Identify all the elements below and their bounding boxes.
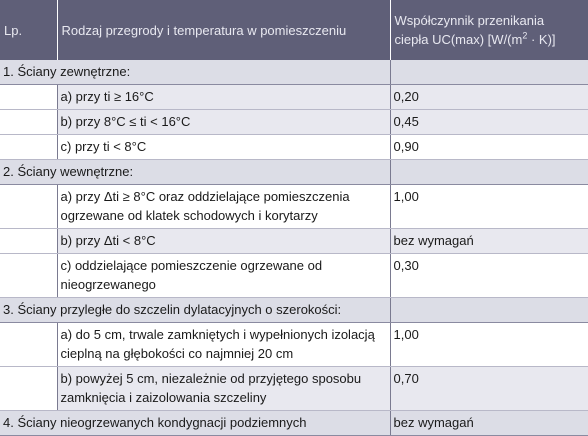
item-text: b) przy Δti < 8°C xyxy=(57,229,390,254)
item-text: c) przy ti < 8°C xyxy=(57,135,390,160)
header-wsp-sup: 2 xyxy=(522,30,528,41)
header-wsp-line1: Współczynnik przenikania xyxy=(394,13,545,28)
table-header-row xyxy=(0,0,588,60)
section-row xyxy=(0,160,588,185)
section-title: 4. Ściany nieogrzewanych kondygnacji podziemnych xyxy=(0,411,390,436)
section-value xyxy=(390,60,588,85)
header-wsp-line3: · K)] xyxy=(527,32,556,47)
item-value: 0,45 xyxy=(390,110,588,135)
item-value: 0,90 xyxy=(390,135,588,160)
item-text: c) oddzielające pomieszczenie ogrzewane od nieogrzewanego xyxy=(57,254,390,298)
item-value: 0,20 xyxy=(390,85,588,110)
lp-cell xyxy=(0,135,57,160)
section-title: 2. Ściany wewnętrzne: xyxy=(0,160,390,185)
section-row xyxy=(0,411,588,436)
table-row xyxy=(0,229,588,254)
lp-cell xyxy=(0,85,57,110)
item-text: a) do 5 cm, trwale zamkniętych i wypełnionych izolacją cieplną na głębokości co najmniej 20 cm xyxy=(57,323,390,367)
item-text: a) przy ti ≥ 16°C xyxy=(57,85,390,110)
section-row xyxy=(0,60,588,85)
header-rodzaj: Rodzaj przegrody i temperatura w pomieszczeniu xyxy=(57,0,390,60)
table-row xyxy=(0,85,588,110)
lp-cell xyxy=(0,229,57,254)
header-wspolczynnik xyxy=(390,0,588,60)
item-value: 0,30 xyxy=(390,254,588,298)
header-wsp-line2: ciepła UC(max) [W/(m xyxy=(394,32,523,47)
section-title: 3. Ściany przyległe do szczelin dylatacyjnych o szerokości: xyxy=(0,298,390,323)
lp-cell xyxy=(0,185,57,229)
item-text: a) przy Δti ≥ 8°C oraz oddzielające pomieszczenia ogrzewane od klatek schodowych i korytarzy xyxy=(57,185,390,229)
item-value: 1,00 xyxy=(390,185,588,229)
section-value: bez wymagań xyxy=(390,411,588,436)
item-text: b) przy 8°C ≤ ti < 16°C xyxy=(57,110,390,135)
table-row xyxy=(0,135,588,160)
header-lp: Lp. xyxy=(0,0,57,60)
section-row xyxy=(0,298,588,323)
lp-cell xyxy=(0,110,57,135)
table-row xyxy=(0,254,588,298)
table-row xyxy=(0,110,588,135)
lp-cell xyxy=(0,367,57,411)
item-value: bez wymagań xyxy=(390,229,588,254)
section-value xyxy=(390,160,588,185)
table-row xyxy=(0,323,588,367)
table-row xyxy=(0,185,588,229)
table-row xyxy=(0,367,588,411)
lp-cell xyxy=(0,323,57,367)
lp-cell xyxy=(0,254,57,298)
item-value: 1,00 xyxy=(390,323,588,367)
item-value: 0,70 xyxy=(390,367,588,411)
section-title: 1. Ściany zewnętrzne: xyxy=(0,60,390,85)
section-value xyxy=(390,298,588,323)
item-text: b) powyżej 5 cm, niezależnie od przyjętego sposobu zamknięcia i zaizolowania szczeliny xyxy=(57,367,390,411)
